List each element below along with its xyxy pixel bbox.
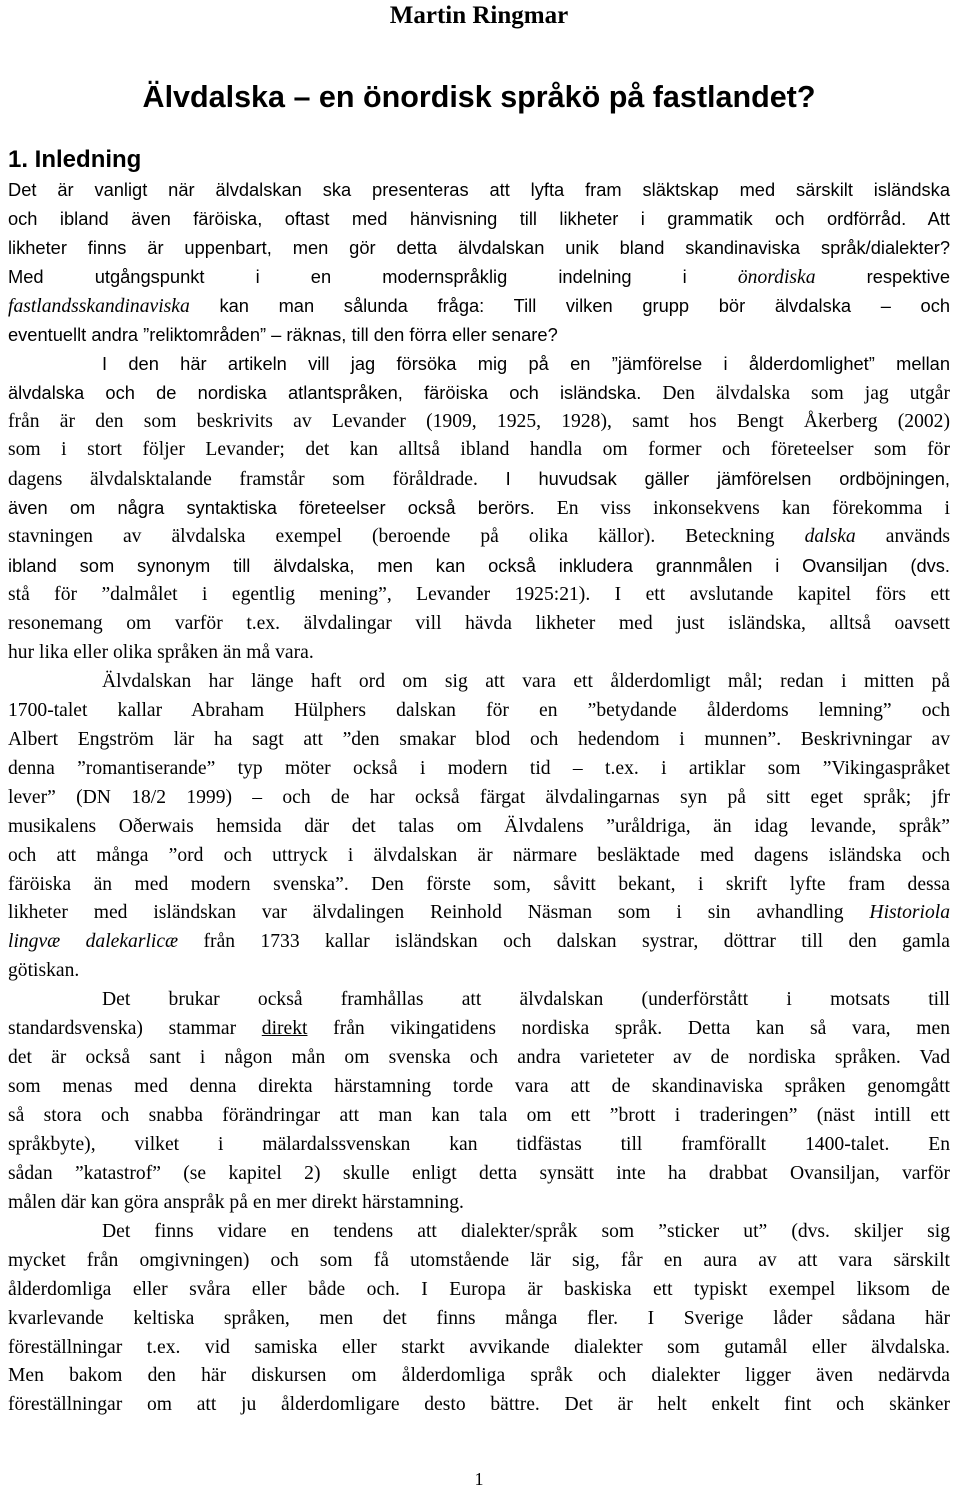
text-line: föreställningar t.ex. vid samiska eller starkt avvikande dialekter som gutamål eller älvdalska. — [8, 1336, 950, 1358]
text-line: hur lika eller olika språken än må vara. — [8, 642, 314, 663]
text-line: resonemang om varför t.ex. älvdalingar vill hävda likheter med just isländska, alltså oavsett — [8, 613, 950, 635]
text-line: lever” (DN 18/2 1999) – och de har också färgat älvdalingarnas syn på sitt eget språk; jfr — [8, 786, 950, 808]
text-line: Men bakom den här diskursen om ålderdomliga språk och dialekter ligger även nedärvda — [8, 1365, 950, 1387]
body-text — [8, 176, 950, 1420]
paper-title: Älvdalska – en önordisk språkö på fastlandet? — [142, 80, 816, 114]
underlined-term: direkt — [261, 1018, 308, 1040]
text-line: eventuellt andra ”reliktområden” – räknas, till den förra eller senare? — [8, 323, 558, 345]
text-line: Med utgångspunkt i en modernspråklig indelning i önordiska respektive — [8, 265, 950, 288]
text-line: standardsvenska) stammar direkt från vikingatidens nordiska språk. Detta kan så vara, men — [8, 1018, 950, 1040]
text-line: Älvdalskan har länge haft ord om sig att vara ett ålderdomligt mål; redan i mitten på — [102, 670, 950, 692]
text-line: kvarlevande keltiska språken, men det finns många fler. I Sverige låder sådana här — [8, 1307, 950, 1329]
text-line: som i stort följer Levander; det kan alltså ibland handla om former och företeelser som för — [8, 439, 950, 461]
text-line: det är också sant i någon mån om svenska och andra varieteter av de nordiska språken. Vad — [8, 1047, 950, 1069]
text-line: mycket från omgivningen) och som få utomstående lär sig, får en aura av att vara särskilt — [8, 1249, 950, 1271]
text-line: stå för ”dalmålet i egentlig mening”, Levander 1925:21). I ett avslutande kapitel förs ett — [8, 584, 950, 606]
text-line: språkbyte), vilket i mälardalssvenskan kan tidfästas till framförallt 1400-talet. En — [8, 1133, 950, 1155]
text-line: fastlandsskandinaviska kan man sålunda fråga: Till vilken grupp bör älvdalska – och — [8, 294, 950, 317]
text-line: götiskan. — [8, 960, 80, 982]
text-line: I den här artikeln vill jag försöka mig på en ”jämförelse i ålderdomlighet” mellan — [102, 352, 950, 374]
text-line: likheter finns är uppenbart, men gör detta älvdalskan unik bland skandinaviska språk/dialekter? — [8, 236, 950, 258]
italic-term: dalska — [804, 526, 856, 548]
text-line: och ibland även färöiska, oftast med hänvisning till likheter i grammatik och ordförråd. Att — [8, 207, 950, 229]
italic-term: lingvæ dalekarlicæ — [8, 931, 179, 953]
section-heading: 1. Inledning — [8, 146, 142, 173]
text-line: 1700-talet kallar Abraham Hülphers dalskan för en ”betydande ålderdoms lemning” och — [8, 699, 950, 721]
text-line: sådan ”katastrof” (se kapitel 2) skulle enligt detta synsätt inte ha drabbat Ovansiljan, varför — [8, 1162, 950, 1184]
text-line: så stora och snabba förändringar att man kan tala om ett ”brott i traderingen” (näst intill ett — [8, 1105, 950, 1126]
text-line: Det brukar också framhållas att älvdalskan (underförstått i motsats till — [102, 989, 950, 1011]
text-line: ålderdomliga eller svåra eller både och. I Europa är baskiska ett typiskt exempel liksom de — [8, 1278, 950, 1300]
text-line: och att många ”ord och uttryck i älvdalskan är närmare besläktade med dagens isländska och — [8, 844, 950, 866]
text-line: även om några syntaktiska företeelser också berörs. En viss inkonsekvens kan förekomma i — [8, 497, 950, 520]
text-line: från är den som beskrivits av Levander (1909, 1925, 1928), samt hos Bengt Åkerberg (2002) — [8, 410, 950, 432]
italic-term: Historiola — [869, 902, 950, 924]
page-number: 1 — [474, 1469, 484, 1489]
text-line: denna ”romantiserande” typ möter också i modern tid – t.ex. i artiklar som ”Vikingaspråket — [8, 757, 950, 779]
text-line: likheter med isländskan var älvdalingen Reinhold Näsman som i sin avhandling Historiola — [8, 902, 950, 924]
text-line: färöiska än med modern svenska”. Den förste som, såvitt bekant, i skrift lyfte fram dessa — [8, 873, 950, 895]
italic-term: önordiska — [737, 266, 816, 288]
author-name: Martin Ringmar — [389, 2, 569, 29]
text-line: Det är vanligt när älvdalskan ska presenteras att lyfta fram släktskap med särskilt isländska — [8, 179, 950, 200]
text-line: föreställningar om att ju ålderdomligare desto bättre. Det är helt enkelt fint och skänker — [8, 1394, 950, 1416]
text-line: Det finns vidare en tendens att dialekter/språk som ”sticker ut” (dvs. skiljer sig — [102, 1220, 950, 1242]
text-line: lingvæ dalekarlicæ från 1733 kallar isländskan och dalskan systrar, döttrar till den gamla — [8, 931, 950, 953]
text-line: musikalens Oðerwais hemsida där det talas om Älvdalens ”uråldriga, än idag levande, språk” — [8, 815, 950, 837]
text-line: dagens älvdalsktalande framstår som föråldrade. I huvudsak gäller jämförelsen ordböjningen, — [8, 468, 950, 491]
document-page — [8, 0, 950, 1490]
text-line: älvdalska och de nordiska atlantspråken, färöiska och isländska. Den älvdalska som jag utgår — [8, 381, 950, 404]
text-line: ibland som synonym till älvdalska, men kan också inkludera grannmålen i Ovansiljan (dvs. — [8, 555, 950, 577]
text-line: som menas med denna direkta härstamning torde vara att de skandinaviska språken genomgått — [8, 1076, 950, 1098]
text-line: stavningen av älvdalska exempel (beroende på olika källor). Beteckning dalska används — [8, 526, 950, 548]
text-line: Albert Engström lär ha sagt att ”den smakar blod och hedendom i munnen”. Beskrivningar av — [8, 728, 950, 750]
text-line: målen där kan göra anspråk på en mer direkt härstamning. — [8, 1191, 464, 1213]
italic-term: fastlandsskandinaviska — [8, 295, 190, 317]
